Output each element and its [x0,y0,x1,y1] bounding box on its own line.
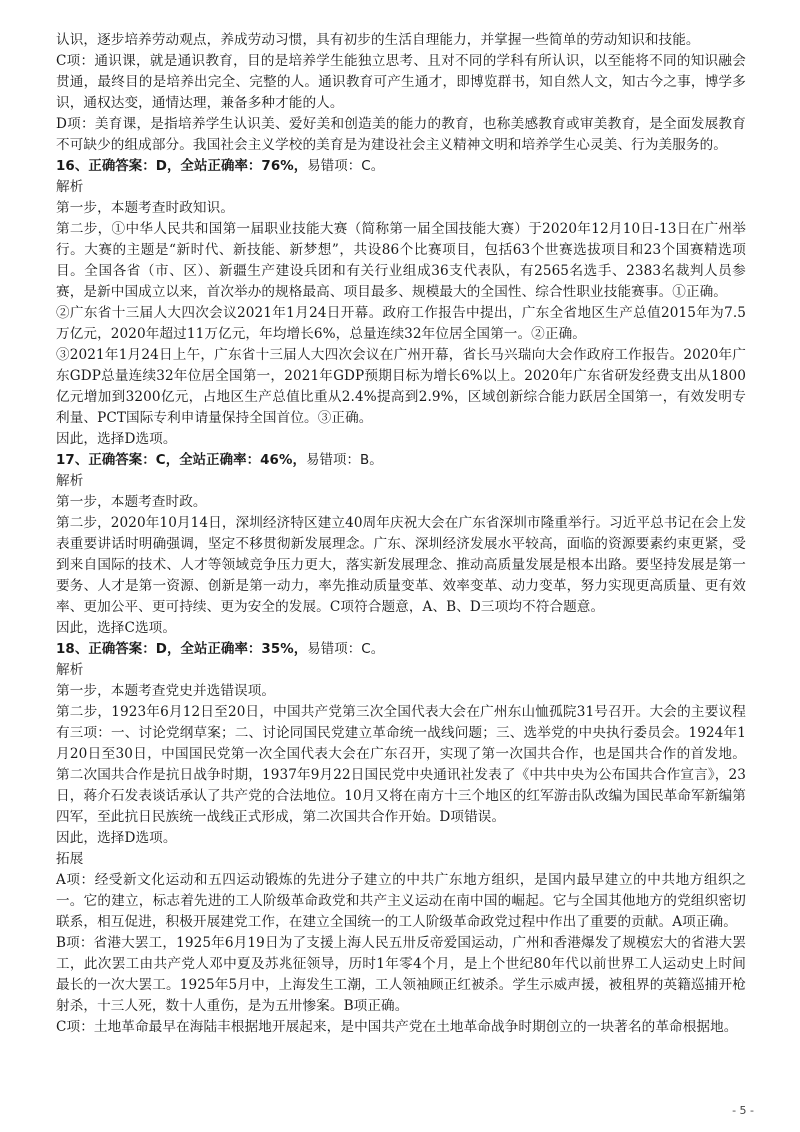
q18-step2: 第二步，1923年6月12日至20日，中国共产党第三次全国代表大会在广州东山恤孤院31号召开。大会的主要议程有三项：一、讨论党纲草案；二、讨论同国民党建立革命统一战线问题；三、选举党的中央执行委员会。1924年1月20日至30日，中国国民党第一次全国代表大会在广东召开，实现了第一次国共合作，也是国共合作的首发地。第二次国共合作是抗日战争时期，1937年9月22日国民党中央通讯社发表了《中共中央为公布国共合作宣言》，23日，蒋介石发表谈话承认了共产党的合法地位。10月又将在南方十三个地区的红军游击队改编为国民革命军新编第四军，至此抗日民族统一战线正式形成，第二次国共合作开始。D项错误。 [56,704,746,825]
q17-answer-head: 17、正确答案：C，全站正确率：46%， [56,453,306,468]
q17-step1: 第一步，本题考查时政。 [56,494,207,510]
option-d-explanation: D项：美育课，是指培养学生认识美、爱好美和创造美的能力的教育，也称美感教育或审美教育，是全面发展教育不可缺少的组成部分。我国社会主义学校的美育是为建设社会主义精神文明和培养学生心灵美、行为美服务的。 [56,116,746,153]
q18-answer-tail: 易错项：C。 [307,642,385,657]
q18-expand-c: C项：土地革命最早在海陆丰根据地开展起来，是中国共产党在土地革命战争时期创立的一块著名的革命根据地。 [56,1019,738,1035]
q16-answer-tail: 易错项：C。 [307,159,385,174]
q18-expand-label: 拓展 [56,851,84,867]
q17-analysis-label: 解析 [56,473,84,489]
q18-step1: 第一步，本题考查党史并选错误项。 [56,683,276,699]
q18-expand-a: A项：经受新文化运动和五四运动锻炼的先进分子建立的中共广东地方组织，是国内最早建立的中共地方组织之一。它的建立，标志着先进的工人阶级革命政党和共产主义运动在南中国的崛起。它与全国其他地方的党组织密切联系，相互促进，积极开展建党工作，在建立全国统一的工人阶级革命政党过程中作出了重要的贡献。A项正确。 [56,872,746,930]
q16-point2: ②广东省十三届人大四次会议2021年1月24日开幕。政府工作报告中提出，广东全省地区生产总值2015年为7.5万亿元，2020年超过11万亿元，年均增长6%，总量连续32年位居全国第一。②正确。 [56,305,746,342]
q16-point3: ③2021年1月24日上午，广东省十三届人大四次会议在广州开幕，省长马兴瑞向大会作政府工作报告。2020年广东GDP总量连续32年位居全国第一，2021年GDP预期目标为增长6%以上。2020年广东省研发经费支出从1800亿元增加到3200亿元，占地区生产总值比重从2.4%提高到2.9%，区域创新综合能力跃居全国第一，有效发明专利量、PCT国际专利申请量保持全国首位。③正确。 [56,347,746,426]
page-number: - 5 - [732,1104,754,1117]
q17-answer-tail: 易错项：B。 [305,453,383,468]
q16-conclusion: 因此，选择D选项。 [56,431,177,447]
q18-expand-b: B项：省港大罢工，1925年6月19日为了支援上海人民五卅反帝爱国运动，广州和香港爆发了规模宏大的省港大罢工，此次罢工由共产党人邓中夏及苏兆征领导，历时1年零4个月，是上个世纪80年代以前世界工人运动史上时间最长的一次大罢工。1925年5月中，上海发生工潮，工人领袖顾正红被杀。学生示威声援，被租界的英籍巡捕开枪射杀，十三人死，数十人重伤，是为五卅惨案。B项正确。 [56,935,746,1014]
q18-answer-line [56,639,746,660]
q18-answer-head: 18、正确答案：D，全站正确率：35%， [56,642,308,657]
q18-conclusion: 因此，选择D选项。 [56,830,177,846]
q16-answer-head: 16、正确答案：D，全站正确率：76%， [56,159,308,174]
q16-step1: 第一步，本题考查时政知识。 [56,200,235,216]
q16-analysis-label: 解析 [56,179,84,195]
q16-answer-line [56,156,746,177]
q17-answer-line [56,450,746,471]
option-c-explanation: C项：通识课，就是通识教育，目的是培养学生能独立思考、且对不同的学科有所认识，以至能将不同的知识融会贯通，最终目的是培养出完全、完整的人。通识教育可产生通才，即博览群书，知自然人文，知古今之事，博学多识，通权达变，通情达理，兼备多种才能的人。 [56,53,746,111]
q17-conclusion: 因此，选择C选项。 [56,620,177,636]
q17-step2: 第二步，2020年10月14日，深圳经济特区建立40周年庆祝大会在广东省深圳市隆重举行。习近平总书记在会上发表重要讲话时明确强调，坚定不移贯彻新发展理念。广东、深圳经济发展水平较高，面临的资源要素约束更紧，受到来自国际的技术、人才等领域竞争压力更大，落实新发展理念、推动高质量发展是根本出路。要坚持发展是第一要务、人才是第一资源、创新是第一动力，率先推动质量变革、效率变革、动力变革，努力实现更高质量、更有效率、更加公平、更可持续、更为安全的发展。C项符合题意，A、B、D三项均不符合题意。 [56,515,747,615]
paragraph: 认识，逐步培养劳动观点，养成劳动习惯，具有初步的生活自理能力，并掌握一些简单的劳动知识和技能。 [56,32,700,48]
q16-step2: 第二步，①中华人民共和国第一届职业技能大赛（简称第一届全国技能大赛）于2020年12月10日-13日在广州举行。大赛的主题是“新时代、新技能、新梦想”，共设86个比赛项目，包括63个世赛选拔项目和23个国赛精选项目。全国各省（市、区）、新疆生产建设兵团和有关行业组成36支代表队，有2565名选手、2383名裁判人员参赛，是新中国成立以来，首次举办的规格最高、项目最多、规模最大的全国性、综合性职业技能赛事。①正确。 [56,221,746,300]
q18-analysis-label: 解析 [56,662,84,678]
document-page [56,30,746,1038]
